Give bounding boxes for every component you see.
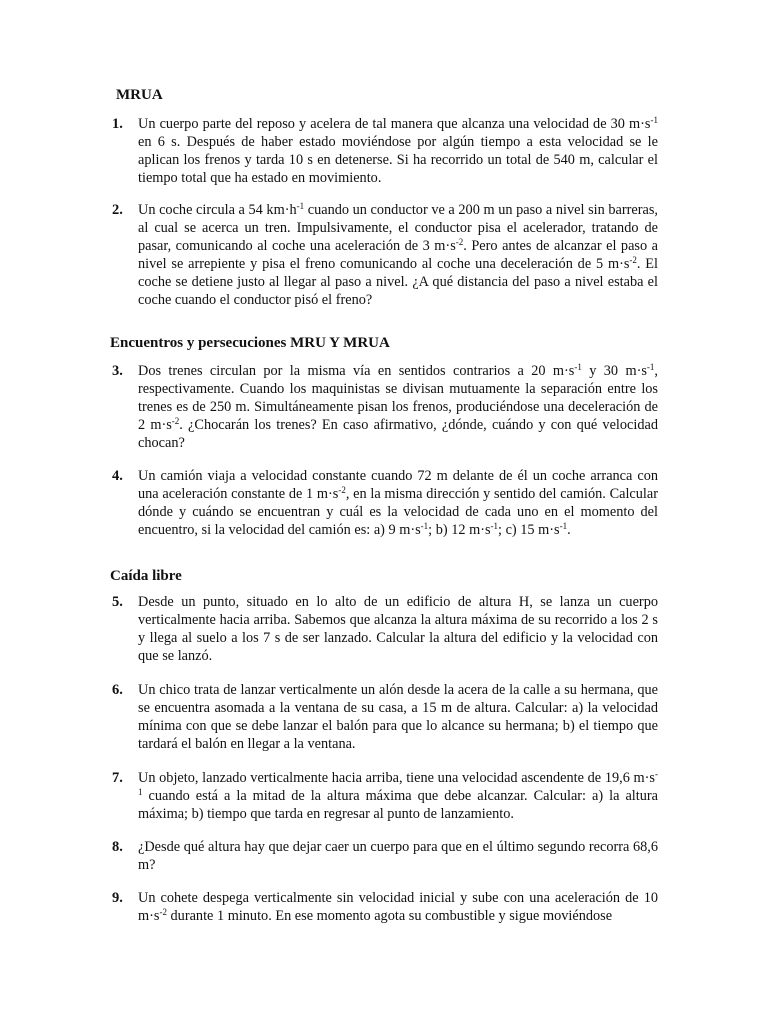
problem-3	[112, 362, 658, 452]
problem-text: ¿Desde qué altura hay que dejar caer un cuerpo para que en el último segundo recorra 68,6 m?	[138, 839, 658, 873]
problem-6	[112, 681, 658, 753]
problem-number: 9.	[112, 890, 123, 906]
problem-text: Un camión viaja a velocidad constante cuando 72 m delante de él un coche arranca con una aceleración constante de 1 $m\cdot s^{-2}$, en la misma dirección y sentido del camión. Calcular dónde y cuándo se encuentran y cuál es la velocidad de cada uno en el momento del encuentro, si la velocidad del camión es: a) 9 $m\cdot s^{-1}$; b) 12 $m\cdot s^{-1}$; c) 15 $m\cdot s^{-1}$.	[138, 468, 658, 538]
problem-number: 2.	[112, 202, 123, 218]
problem-number: 6.	[112, 682, 123, 698]
problem-number: 5.	[112, 594, 123, 610]
problem-text: Un cuerpo parte del reposo y acelera de tal manera que alcanza una velocidad de 30 $m\cdot s^{-1}$ en 6 s. Después de haber estado moviéndose por algún tiempo a esta velocidad se le aplican los frenos y tarda 10 s en detenerse. Si ha recorrido un total de 540 m, calcular el tiempo total que ha estado en movimiento.	[138, 115, 658, 186]
problem-text: Un chico trata de lanzar verticalmente un alón desde la acera de la calle a su hermana, que se encuentra asomada a la ventana de su casa, a 15 m de altura. Calcular: a) la velocidad mínima con que se debe lanzar el balón para que lo alcance su hermana; b) el tiempo que tardará el balón en llegar a la ventana.	[138, 682, 658, 752]
section-title-encuentros: Encuentros y persecuciones MRU Y MRUA	[110, 335, 390, 351]
problem-4	[112, 467, 658, 539]
problem-number: 3.	[112, 363, 123, 379]
problem-text: Un coche circula a 54 $km\cdot h^{-1}$ cuando un conductor ve a 200 m un paso a nivel sin barreras, al cual se acerca un tren. Impulsivamente, el conductor pisa el acelerador, tratando de pasar, comunicando al coche una aceleración de 3 $m\cdot s^{-2}$. Pero antes de alcanzar el paso a nivel se arrepiente y pisa el freno comunicando al coche una deceleración de 5 $m\cdot s^{-2}$. El coche se detiene justo al llegar al paso a nivel. ¿A qué distancia del paso a nivel estaba el coche cuando el conductor pisó el freno?	[138, 201, 659, 308]
section-title-caida-libre: Caída libre	[110, 568, 182, 584]
problem-1	[112, 115, 658, 187]
problem-5	[112, 593, 658, 665]
problem-number: 7.	[112, 770, 123, 786]
problem-number: 4.	[112, 468, 123, 484]
problem-7	[112, 769, 658, 823]
problem-9	[112, 889, 658, 925]
section-title-mrua: MRUA	[116, 87, 163, 103]
problem-8	[112, 838, 658, 874]
problem-2	[112, 201, 658, 309]
problem-text: Desde un punto, situado en lo alto de un edificio de altura H, se lanza un cuerpo verticalmente hacia arriba. Sabemos que alcanza la altura máxima de su recorrido a los 2 s y llega al suelo a los 7 s de ser lanzado. Calcular la altura del edificio y la velocidad con que se lanzó.	[138, 594, 658, 664]
problem-number: 1.	[112, 116, 123, 132]
problem-text: Un cohete despega verticalmente sin velocidad inicial y sube con una aceleración de 10 $m\cdot s^{-2}$ durante 1 minuto. En ese momento agota su combustible y sigue moviéndose	[138, 890, 658, 924]
problem-text: Dos trenes circulan por la misma vía en sentidos contrarios a 20 $m\cdot s^{-1}$ y 30 $m\cdot s^{-1}$, respectivamente. Cuando los maquinistas se divisan mutuamente la separación entre los trenes es de 250 m. Simultáneamente pisan los frenos, produciéndose una deceleración de 2 $m\cdot s^{-2}$. ¿Chocarán los trenes? En caso afirmativo, ¿dónde, cuándo y con qué velocidad chocan?	[138, 362, 658, 451]
problem-number: 8.	[112, 839, 123, 855]
problem-text: Un objeto, lanzado verticalmente hacia arriba, tiene una velocidad ascendente de 19,6 $m\cdot s^{-1}$ cuando está a la mitad de la altura máxima que debe alcanzar. Calcular: a) la altura máxima; b) tiempo que tarda en regresar al punto de lanzamiento.	[138, 769, 658, 822]
